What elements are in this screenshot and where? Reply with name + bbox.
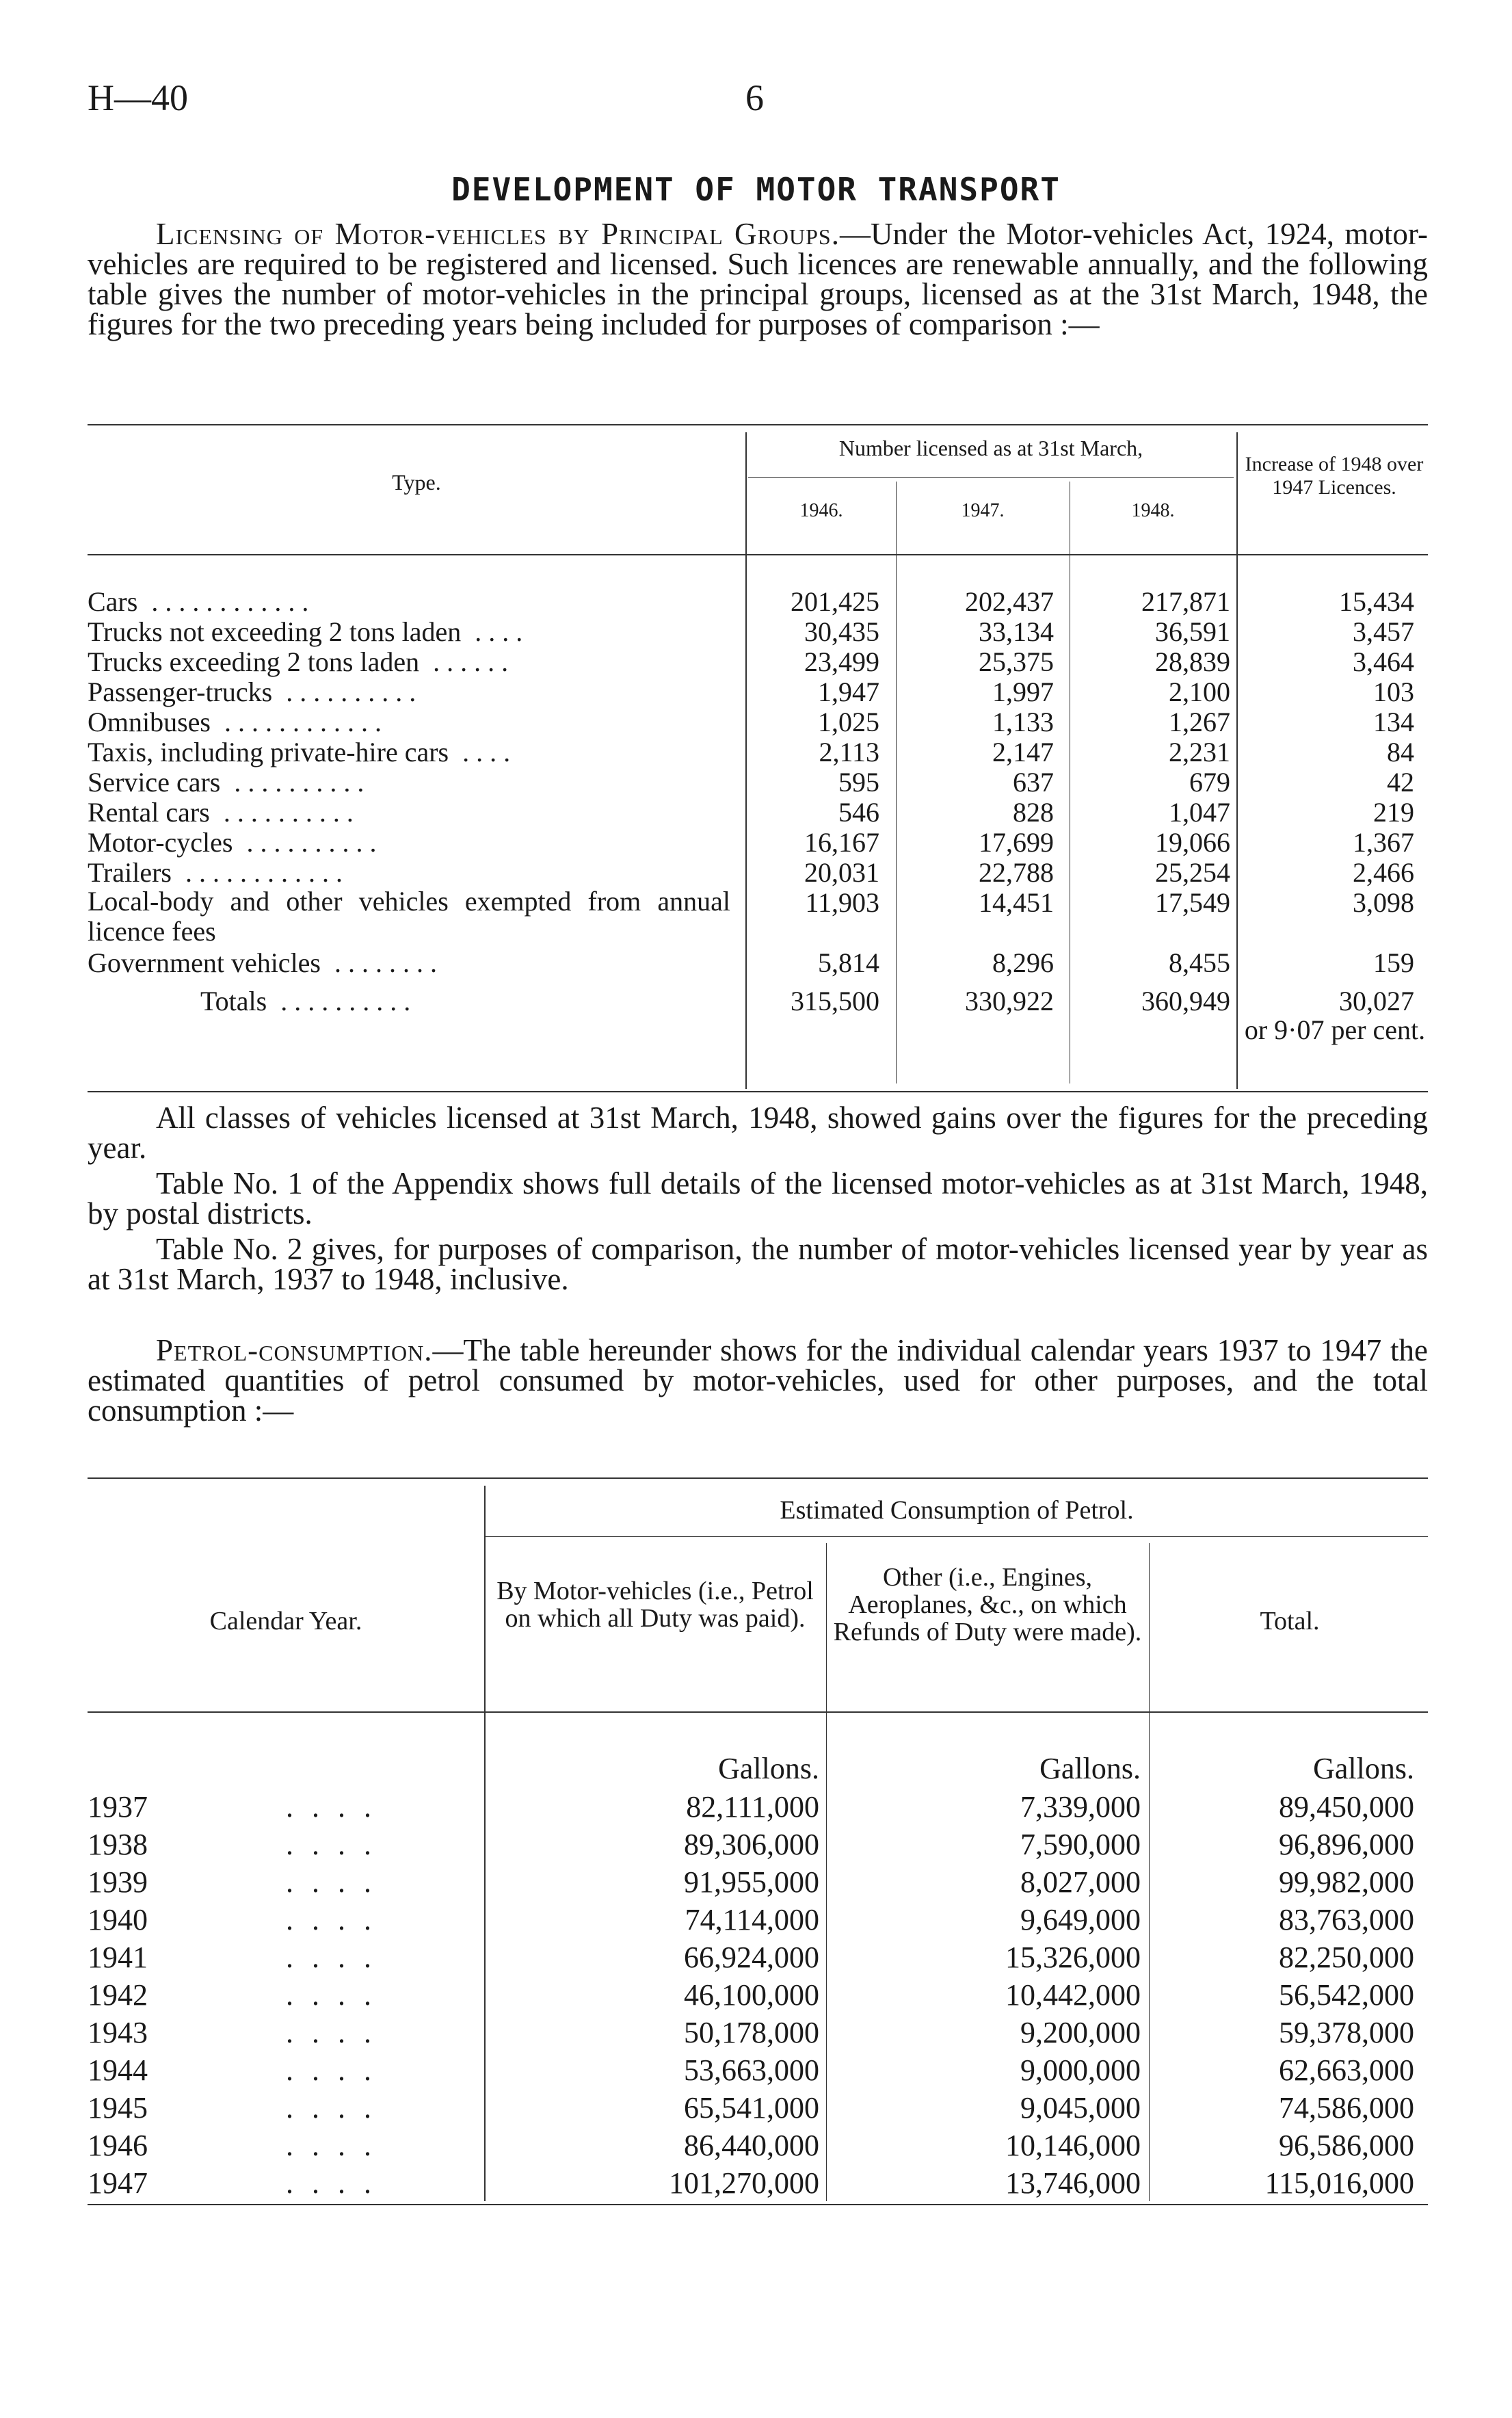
page-reference: H—40 <box>88 77 188 118</box>
table-row <box>88 1789 1428 1826</box>
petrol-paragraph <box>88 1333 1428 1428</box>
row-leader-dots: . . . . <box>286 1903 377 1936</box>
value-increase: 159 <box>1373 947 1414 978</box>
totals-row <box>88 985 1428 1015</box>
value-1947: 33,134 <box>979 616 1054 647</box>
value-1946: 20,031 <box>804 857 879 888</box>
value-other: 8,027,000 <box>1020 1865 1141 1899</box>
value-other: 10,442,000 <box>1005 1978 1141 2012</box>
value-1948: 36,591 <box>1155 616 1230 647</box>
table-row <box>88 2053 1428 2090</box>
unit-other: Gallons. <box>1039 1752 1141 1785</box>
value-1946: 1,025 <box>818 707 879 737</box>
value-1946: 11,903 <box>805 887 879 918</box>
table-row <box>88 2090 1428 2127</box>
row-leader-dots: . . . . <box>286 1790 377 1824</box>
intro-text: —Under the Motor-vehicles Act, 1924, motor-vehicles are required to be registered and licensed. Such licences are renewable annually, and the following table gives the number of motor-vehicles in the principal groups, licensed as at the 31st March, 1948, the figures for the two preceding years being included for purposes of comparison :— <box>88 217 1428 341</box>
row-label: Trailers . . . . . . . . . . . . <box>88 857 343 888</box>
totals-increase: 30,027 <box>1339 986 1414 1016</box>
totals-label: Totals . . . . . . . . . . <box>200 986 411 1016</box>
value-1947: 2,147 <box>992 737 1054 767</box>
row-year: 1947 <box>88 2166 148 2200</box>
value-total: 83,763,000 <box>1279 1903 1414 1936</box>
header-year-1948: 1948. <box>1131 500 1175 521</box>
table-rule <box>88 1711 1428 1713</box>
value-increase: 3,464 <box>1353 646 1414 677</box>
table-row <box>88 766 1428 796</box>
row-label: Passenger-trucks . . . . . . . . . . <box>88 676 416 707</box>
totals-increase-note: or 9·07 per cent. <box>1244 1014 1426 1045</box>
totals-1946: 315,500 <box>791 986 879 1016</box>
table-row <box>88 947 1428 977</box>
value-1946: 546 <box>838 797 879 828</box>
row-leader-dots: . . . . <box>286 1865 377 1899</box>
row-label: Service cars . . . . . . . . . . <box>88 767 364 798</box>
petrol-heading: Petrol-consumption. <box>156 1333 433 1367</box>
value-increase: 1,367 <box>1353 827 1414 858</box>
value-1947: 25,375 <box>979 646 1054 677</box>
unit-total: Gallons. <box>1313 1752 1414 1785</box>
row-leader-dots: . . . . <box>286 2053 377 2087</box>
row-label: Taxis, including private-hire cars . . . . <box>88 737 511 767</box>
row-year: 1945 <box>88 2091 148 2125</box>
header-other: Other (i.e., Engines, Aeroplanes, &c., on which Refunds of Duty were made). <box>833 1563 1142 1646</box>
value-increase: 84 <box>1387 737 1414 767</box>
value-other: 9,045,000 <box>1020 2091 1141 2125</box>
paragraph-appendix-table-1: Table No. 1 of the Appendix shows full details of the licensed motor-vehicles as at 31st March, 1948, by postal districts. <box>88 1166 1428 1231</box>
value-motor: 82,111,000 <box>686 1790 819 1824</box>
table-rule <box>88 2204 1428 2205</box>
page-number: 6 <box>745 77 764 118</box>
value-1947: 17,699 <box>979 827 1054 858</box>
value-other: 15,326,000 <box>1005 1941 1141 1974</box>
intro-paragraph <box>88 219 1428 339</box>
value-motor: 91,955,000 <box>684 1865 819 1899</box>
value-1948: 217,871 <box>1141 586 1230 617</box>
value-1948: 1,267 <box>1169 707 1230 737</box>
value-1948: 8,455 <box>1169 947 1230 978</box>
value-total: 62,663,000 <box>1279 2053 1414 2087</box>
value-increase: 134 <box>1373 707 1414 737</box>
row-leader-dots: . . . . <box>286 1828 377 1861</box>
table-row <box>88 2166 1428 2203</box>
value-motor: 101,270,000 <box>669 2166 819 2200</box>
value-total: 82,250,000 <box>1279 1941 1414 1974</box>
value-total: 96,896,000 <box>1279 1828 1414 1861</box>
value-1947: 22,788 <box>979 857 1054 888</box>
table-row <box>88 1827 1428 1864</box>
value-motor: 86,440,000 <box>684 2129 819 2162</box>
row-year: 1946 <box>88 2129 148 2162</box>
totals-1947: 330,922 <box>965 986 1054 1016</box>
value-1948: 2,100 <box>1169 676 1230 707</box>
value-1946: 1,947 <box>818 676 879 707</box>
table-rule <box>88 424 1428 425</box>
row-label: Trucks not exceeding 2 tons laden . . . . <box>88 616 523 647</box>
unit-motor: Gallons. <box>718 1752 819 1785</box>
row-year: 1944 <box>88 2053 148 2087</box>
value-1947: 1,133 <box>992 707 1054 737</box>
table-row <box>88 676 1428 706</box>
row-label: Motor-cycles . . . . . . . . . . <box>88 827 377 858</box>
value-other: 10,146,000 <box>1005 2129 1141 2162</box>
value-1948: 2,231 <box>1169 737 1230 767</box>
value-motor: 66,924,000 <box>684 1941 819 1974</box>
row-label: Trucks exceeding 2 tons laden . . . . . . <box>88 646 509 677</box>
value-total: 56,542,000 <box>1279 1978 1414 2012</box>
table-row <box>88 796 1428 826</box>
row-leader-dots: . . . . <box>286 1941 377 1974</box>
value-total: 59,378,000 <box>1279 2016 1414 2049</box>
value-1948: 17,549 <box>1155 887 1230 918</box>
value-other: 9,200,000 <box>1020 2016 1141 2049</box>
row-leader-dots: . . . . <box>286 2016 377 2049</box>
table-rule <box>88 1477 1428 1479</box>
intro-heading: Licensing of Motor-vehicles by Principal Groups. <box>156 217 840 251</box>
value-increase: 3,098 <box>1353 887 1414 918</box>
header-motor-vehicles: By Motor-vehicles (i.e., Petrol on which all Duty was paid). <box>496 1577 814 1633</box>
value-other: 9,000,000 <box>1020 2053 1141 2087</box>
table-row <box>88 826 1428 856</box>
header-total: Total. <box>1260 1607 1320 1635</box>
value-other: 7,339,000 <box>1020 1790 1141 1824</box>
value-increase: 2,466 <box>1353 857 1414 888</box>
row-label: Government vehicles . . . . . . . . <box>88 947 437 978</box>
header-calendar-year: Calendar Year. <box>209 1607 362 1635</box>
table-rule <box>486 1536 1428 1537</box>
value-1946: 5,814 <box>818 947 879 978</box>
value-1948: 1,047 <box>1169 797 1230 828</box>
table-row <box>88 1940 1428 1977</box>
row-label: Rental cars . . . . . . . . . . <box>88 797 354 828</box>
value-1946: 201,425 <box>791 586 879 617</box>
table-row <box>88 646 1428 676</box>
table-rule <box>748 477 1234 478</box>
table-rule <box>88 554 1428 555</box>
value-1947: 828 <box>1013 797 1054 828</box>
value-increase: 219 <box>1373 797 1414 828</box>
table-row <box>88 2015 1428 2052</box>
value-1948: 28,839 <box>1155 646 1230 677</box>
header-type: Type. <box>392 470 441 495</box>
row-label: Cars . . . . . . . . . . . . <box>88 586 309 617</box>
row-leader-dots: . . . . <box>286 1978 377 2012</box>
value-1946: 16,167 <box>804 827 879 858</box>
row-label: Local-body and other vehicles exempted from annual licence fees <box>88 886 730 947</box>
value-increase: 3,457 <box>1353 616 1414 647</box>
row-year: 1939 <box>88 1865 148 1899</box>
paragraph-appendix-table-2: Table No. 2 gives, for purposes of comparison, the number of motor-vehicles licensed year by year as at 31st March, 1937 to 1948, inclusive. <box>88 1232 1428 1296</box>
value-1946: 595 <box>838 767 879 798</box>
value-motor: 74,114,000 <box>685 1903 819 1936</box>
table-row <box>88 586 1428 616</box>
header-estimated-consumption: Estimated Consumption of Petrol. <box>780 1496 1134 1525</box>
value-1948: 25,254 <box>1155 857 1230 888</box>
value-total: 115,016,000 <box>1264 2166 1414 2200</box>
value-motor: 53,663,000 <box>684 2053 819 2087</box>
value-1947: 8,296 <box>992 947 1054 978</box>
value-motor: 89,306,000 <box>684 1828 819 1861</box>
table-row <box>88 1977 1428 2014</box>
value-other: 7,590,000 <box>1020 1828 1141 1861</box>
value-1946: 2,113 <box>819 737 879 767</box>
row-label: Omnibuses . . . . . . . . . . . . <box>88 707 382 737</box>
value-1947: 637 <box>1013 767 1054 798</box>
value-1947: 1,997 <box>992 676 1054 707</box>
petrol-text: —The table hereunder shows for the individual calendar years 1937 to 1947 the estimated quantities of petrol consumed by motor-vehicles, used for other purposes, and the total consumption :— <box>88 1333 1428 1428</box>
value-total: 99,982,000 <box>1279 1865 1414 1899</box>
row-year: 1940 <box>88 1903 148 1936</box>
table-row <box>88 616 1428 646</box>
value-1946: 23,499 <box>804 646 879 677</box>
petrol-table <box>88 1477 1428 2230</box>
table-row <box>88 856 1428 886</box>
row-year: 1943 <box>88 2016 148 2049</box>
row-leader-dots: . . . . <box>286 2166 377 2200</box>
value-1947: 14,451 <box>979 887 1054 918</box>
value-other: 9,649,000 <box>1020 1903 1141 1936</box>
header-increase: Increase of 1948 over 1947 Licences. <box>1245 453 1424 499</box>
value-total: 96,586,000 <box>1279 2129 1414 2162</box>
table-row <box>88 2128 1428 2165</box>
value-total: 89,450,000 <box>1279 1790 1414 1824</box>
value-increase: 42 <box>1387 767 1414 798</box>
value-motor: 65,541,000 <box>684 2091 819 2125</box>
value-motor: 46,100,000 <box>684 1978 819 2012</box>
table-row <box>88 736 1428 766</box>
table-row <box>88 886 1428 947</box>
value-increase: 15,434 <box>1339 586 1414 617</box>
table-row <box>88 1865 1428 1902</box>
row-year: 1937 <box>88 1790 148 1824</box>
page-title: DEVELOPMENT OF MOTOR TRANSPORT <box>451 171 1061 208</box>
table-row <box>88 706 1428 736</box>
row-year: 1941 <box>88 1941 148 1974</box>
row-year: 1938 <box>88 1828 148 1861</box>
value-other: 13,746,000 <box>1005 2166 1141 2200</box>
value-1946: 30,435 <box>804 616 879 647</box>
row-leader-dots: . . . . <box>286 2091 377 2125</box>
value-1948: 19,066 <box>1155 827 1230 858</box>
value-motor: 50,178,000 <box>684 2016 819 2049</box>
table-rule <box>88 1091 1428 1092</box>
header-year-1946: 1946. <box>799 500 843 521</box>
licences-table <box>88 424 1428 1094</box>
paragraph-gains: All classes of vehicles licensed at 31st March, 1948, showed gains over the figures for the preceding year. <box>88 1101 1428 1165</box>
value-total: 74,586,000 <box>1279 2091 1414 2125</box>
header-year-1947: 1947. <box>961 500 1005 521</box>
row-year: 1942 <box>88 1978 148 2012</box>
value-1948: 679 <box>1189 767 1230 798</box>
header-number-licensed: Number licensed as at 31st March, <box>838 436 1143 460</box>
table-row <box>88 1902 1428 1939</box>
row-leader-dots: . . . . <box>286 2129 377 2162</box>
value-1947: 202,437 <box>965 586 1054 617</box>
value-increase: 103 <box>1373 676 1414 707</box>
totals-1948: 360,949 <box>1141 986 1230 1016</box>
